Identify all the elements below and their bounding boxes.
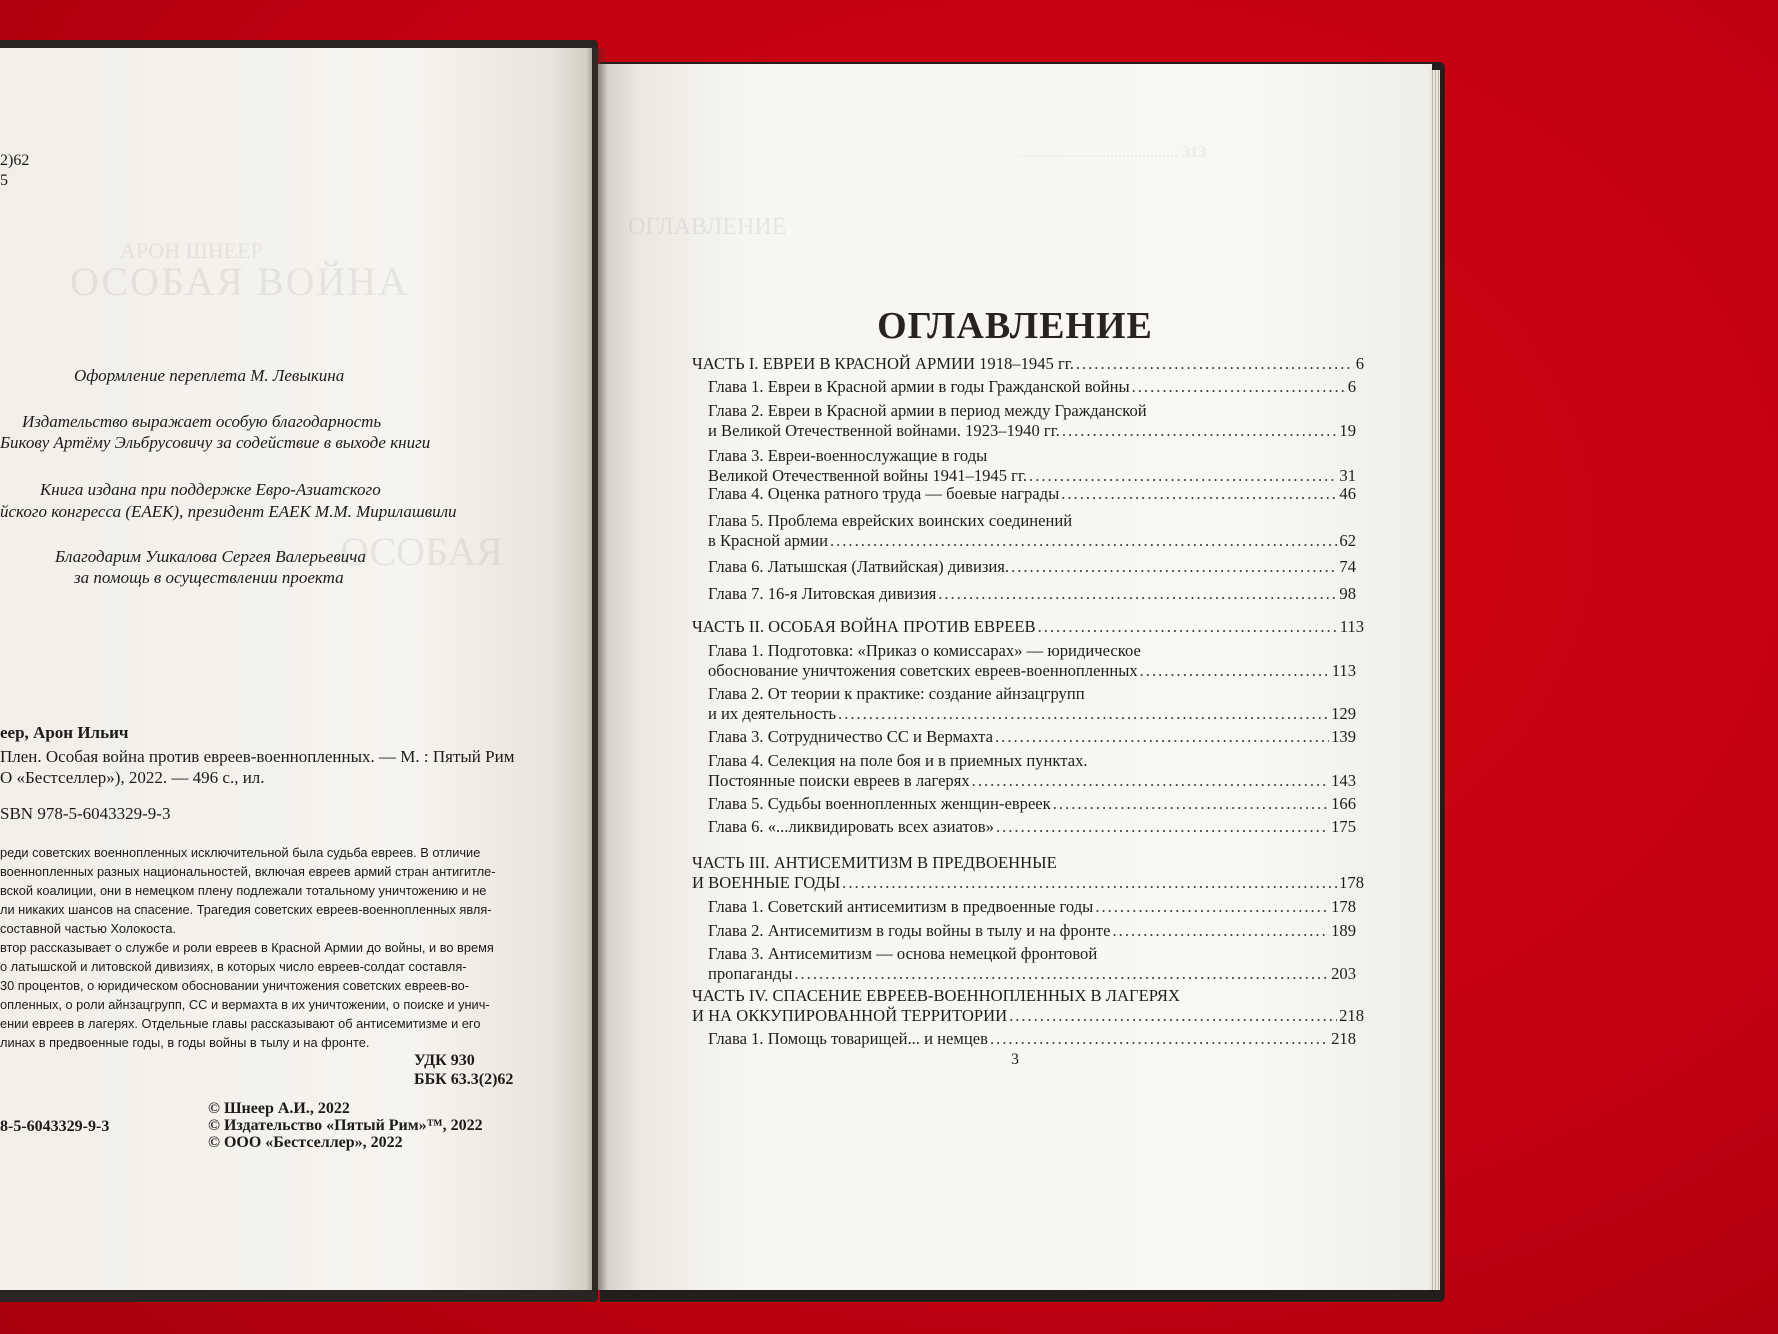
toc-dot-leader [1011,557,1337,577]
toc-dot-leader [990,1029,1329,1049]
annotation-line: 30 процентов, о юридическом обосновании уничтожения советских евреев-во- [0,978,469,993]
toc-page-number: 113 [1339,617,1364,636]
toc-dot-leader [995,727,1329,747]
toc-dot-leader [1113,921,1330,941]
page-title: ОГЛАВЛЕНИЕ [877,305,1153,347]
toc-dot-leader [938,584,1337,604]
annotation-line: ении евреев в лагерях. Отдельные главы рассказывают об антисемитизме и его [0,1016,481,1031]
toc-entry-text: и Великой Отечественной войнами. 1923–1940 гг. [708,421,1060,440]
toc-dot-leader [842,873,1337,893]
show-through-text: ОСОБАЯ [340,529,503,574]
toc-page-number: 113 [1331,661,1356,680]
toc-dot-leader [1140,661,1330,681]
toc-page-number: 175 [1331,817,1356,836]
toc-dot-leader [1053,794,1329,814]
bbk-fragment: 5 [0,172,8,189]
toc-entry-text: И НА ОККУПИРОВАННОЙ ТЕРРИТОРИИ [692,1006,1008,1025]
toc-entry-line: Глава 5. Проблема еврейских воинских соединений [708,511,1073,530]
toc-dot-leader [1038,617,1338,637]
toc-dot-leader [830,531,1337,551]
toc-chapter-entry [708,771,1356,791]
toc-entry-line: Глава 4. Селекция на поле боя и в приемных пунктах. [708,751,1088,770]
toc-page-number: 178 [1331,897,1356,916]
isbn: SBN 978-5-6043329-9-3 [0,804,171,823]
toc-entry-line: Глава 1. Подготовка: «Приказ о комиссарах» — юридическое [708,641,1141,660]
toc-entry-text: Глава 6. «...ликвидировать всех азиатов» [708,817,994,836]
annotation-line: вской коалиции, они в немецком плену подлежали тотальному уничтожению и не [0,883,487,898]
book-gutter [586,48,608,1290]
show-through-text: ОСОБАЯ ВОЙНА [70,259,410,304]
annotation-line: о латышской и литовской дивизиях, в которых число евреев-солдат составля- [0,959,467,974]
toc-chapter-entry [708,421,1356,441]
toc-entry-text: ЧАСТЬ II. ОСОБАЯ ВОЙНА ПРОТИВ ЕВРЕЕВ [692,617,1036,636]
toc-page-number: 129 [1331,704,1356,723]
copyright-line: © Издательство «Пятый Рим»™, 2022 [208,1117,483,1134]
toc-page-number: 62 [1339,531,1356,550]
toc-entry-text: обоснование уничтожения советских евреев-военнопленных [708,661,1138,680]
toc-chapter-entry [708,531,1356,551]
toc-entry-line: Глава 2. От теории к практике: создание айнзацгрупп [708,684,1085,703]
binding-design-credit: Оформление переплета М. Левыкина [74,366,345,385]
gratitude-line: Издательство выражает особую благодарность [22,412,382,431]
toc-chapter-entry [708,817,1356,837]
toc-page-number: 218 [1331,1029,1356,1048]
toc-chapter-entry [708,466,1356,486]
toc-dot-leader [996,817,1329,837]
show-through-text: АРОН ШНЕЕР [120,238,263,263]
bbk-code: ББК 63.3(2)62 [414,1071,514,1088]
gratitude-line: Бикову Артёму Эльбрусовичу за содействие в выходе книги [0,433,431,452]
toc-page-number: 98 [1339,584,1356,603]
support-line: йского конгресса (ЕАЕК), президент ЕАЕК М.М. Мирилашвили [0,502,457,521]
toc-dot-leader [1062,421,1338,441]
toc-entry-text: Глава 4. Оценка ратного труда — боевые награды [708,484,1060,503]
toc-part-entry [692,873,1364,893]
author-name: еер, Арон Ильич [0,723,129,742]
toc-dot-leader [1095,897,1329,917]
annotation-line: реди советских военнопленных исключительной была судьба евреев. В отличие [0,845,481,860]
toc-page-number: 166 [1331,794,1356,813]
toc-entry-text: Глава 6. Латышская (Латвийская) дивизия. [708,557,1010,576]
toc-chapter-entry [708,484,1356,504]
toc-chapter-entry [708,704,1356,724]
toc-chapter-entry [708,921,1356,941]
toc-entry-text: Глава 1. Евреи в Красной армии в годы Гражданской войны [708,377,1130,396]
toc-dot-leader [838,704,1329,724]
copyright-line: © ООО «Бестселлер», 2022 [208,1134,403,1151]
toc-dot-leader [972,771,1329,791]
toc-chapter-entry [708,377,1356,397]
page-number: 3 [1011,1051,1019,1068]
toc-page-number: 178 [1339,873,1364,892]
bibliographic-line: Плен. Особая война против евреев-военнопленных. — М. : Пятый Рим [0,747,515,766]
toc-entry-text: Глава 3. Сотрудничество СС и Вермахта [708,727,994,746]
thanks-line: за помощь в осуществлении проекта [74,568,344,587]
toc-chapter-entry [708,557,1356,577]
toc-chapter-entry [708,1029,1356,1049]
page-edges [1430,70,1440,1290]
annotation-line: составной частью Холокоста. [0,921,177,936]
toc-dot-leader [1009,1006,1337,1026]
toc-entry-text: Постоянные поиски евреев в лагерях [708,771,970,790]
toc-page-number: 46 [1339,484,1356,503]
toc-page-number: 6 [1347,377,1356,396]
toc-entry-text: пропаганды [708,964,793,983]
toc-dot-leader [1076,354,1354,374]
toc-entry-line: Глава 2. Евреи в Красной армии в период между Гражданской [708,401,1147,420]
toc-entry-line: ЧАСТЬ IV. СПАСЕНИЕ ЕВРЕЕВ-ВОЕННОПЛЕННЫХ В ЛАГЕРЯХ [692,986,1180,1005]
toc-chapter-entry [708,584,1356,604]
udk-code: УДК 930 [414,1052,475,1069]
right-page [598,64,1432,1290]
toc-entry-text: в Красной армии [708,531,828,550]
toc-dot-leader [1132,377,1346,397]
annotation-line: линах в предвоенные годы, в годы войны в тылу и на фронте. [0,1035,370,1050]
annotation-line: втор рассказывает о службе и роли евреев в Красной Армии до войны, и во время [0,940,494,955]
toc-entry-line: Глава 3. Антисемитизм — основа немецкой фронтовой [708,944,1098,963]
toc-page-number: 19 [1339,421,1356,440]
toc-page-number: 203 [1331,964,1356,983]
show-through-text: ........................................ 313 [1018,144,1206,161]
bbk-fragment: 2)62 [0,152,30,169]
toc-entry-text: ЧАСТЬ I. ЕВРЕИ В КРАСНОЙ АРМИИ 1918–1945 гг. [692,354,1074,373]
show-through-text: ОГЛАВЛЕНИЕ [628,214,787,240]
toc-part-entry [692,617,1364,637]
toc-page-number: 189 [1331,921,1356,940]
annotation-line: военнопленных разных национальностей, включая евреев армий стран антигитле- [0,864,496,879]
toc-part-entry [692,354,1364,374]
toc-page-number: 6 [1355,354,1364,373]
toc-page-number: 31 [1339,466,1356,485]
toc-dot-leader [1061,484,1337,504]
toc-chapter-entry [708,661,1356,681]
isbn-bottom: 8-5-6043329-9-3 [0,1118,110,1135]
toc-chapter-entry [708,794,1356,814]
toc-entry-text: Глава 1. Советский антисемитизм в предвоенные годы [708,897,1094,916]
toc-chapter-entry [708,964,1356,984]
toc-part-entry [692,1006,1364,1026]
toc-entry-text: Глава 7. 16-я Литовская дивизия [708,584,937,603]
toc-chapter-entry [708,727,1356,747]
toc-entry-text: И ВОЕННЫЕ ГОДЫ [692,873,841,892]
toc-entry-line: ЧАСТЬ III. АНТИСЕМИТИЗМ В ПРЕДВОЕННЫЕ [692,853,1057,872]
toc-entry-text: Великой Отечественной войны 1941–1945 гг. [708,466,1028,485]
toc-entry-text: и их деятельность [708,704,837,723]
toc-entry-text: Глава 5. Судьбы военнопленных женщин-евреек [708,794,1051,813]
bibliographic-line: О «Бестселлер»), 2022. — 496 с., ил. [0,768,265,787]
toc-dot-leader [794,964,1329,984]
support-line: Книга издана при поддержке Евро-Азиатского [40,480,381,499]
thanks-line: Благодарим Ушкалова Сергея Валерьевича [55,547,366,566]
toc-entry-line: Глава 3. Евреи-военнослужащие в годы [708,446,988,465]
left-page [0,48,592,1290]
copyright-line: © Шнеер А.И., 2022 [208,1100,350,1117]
annotation-line: опленных, о роли айнзацгрупп, СС и вермахта в их уничтожении, о поиске и унич- [0,997,490,1012]
toc-page-number: 139 [1331,727,1356,746]
toc-entry-text: Глава 2. Антисемитизм в годы войны в тылу и на фронте [708,921,1111,940]
toc-dot-leader [1029,466,1337,486]
toc-entry-text: Глава 1. Помощь товарищей... и немцев [708,1029,988,1048]
toc-page-number: 74 [1339,557,1356,576]
toc-page-number: 218 [1339,1006,1364,1025]
toc-chapter-entry [708,897,1356,917]
annotation-line: ли никаких шансов на спасение. Трагедия советских евреев-военнопленных явля- [0,902,492,917]
toc-page-number: 143 [1331,771,1356,790]
